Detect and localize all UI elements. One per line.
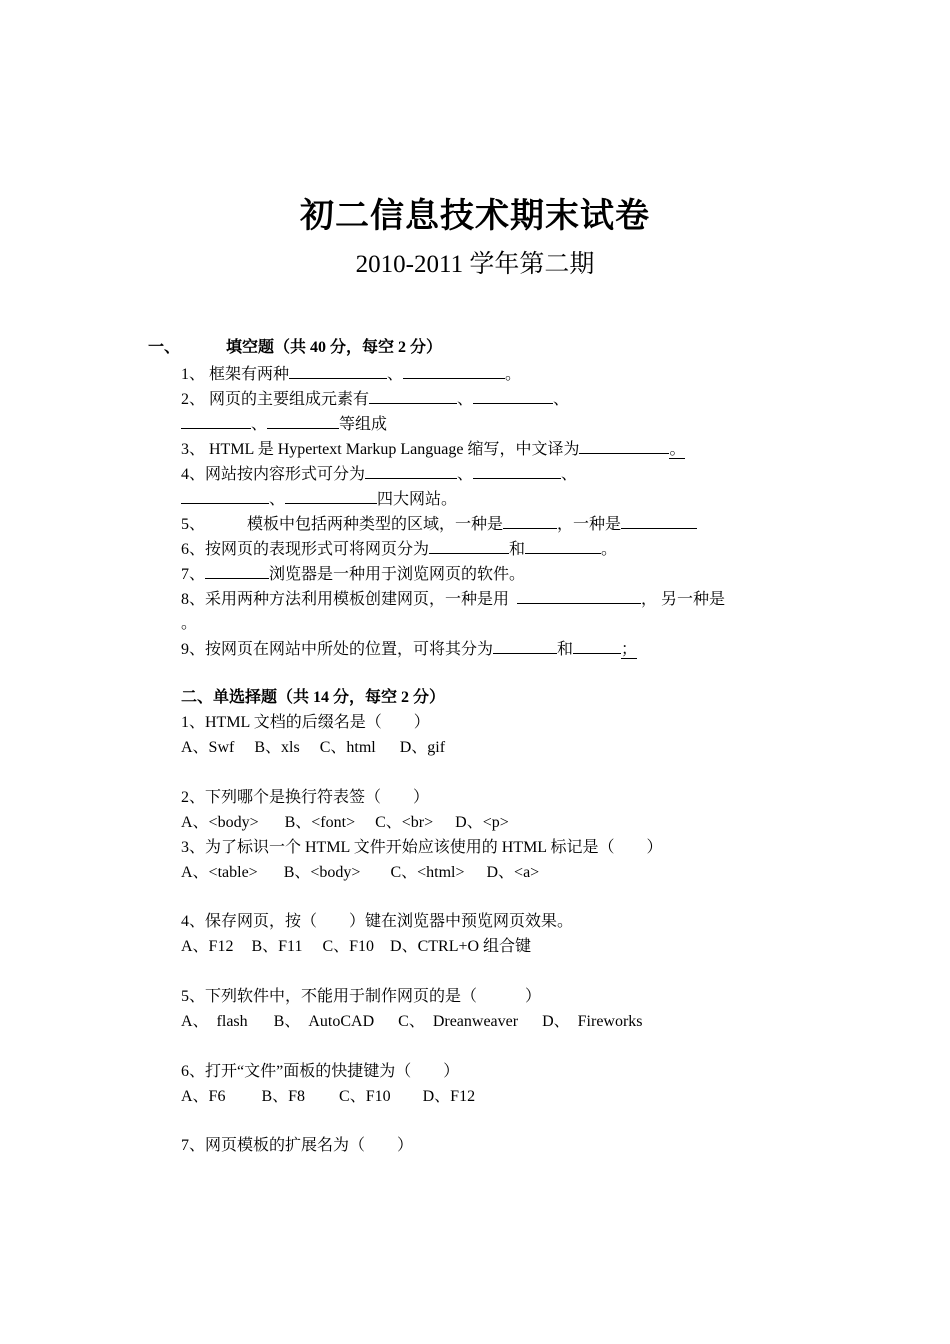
- option-b[interactable]: B、F8: [261, 1088, 306, 1105]
- answer-blank[interactable]: [181, 414, 251, 429]
- answer-blank[interactable]: [285, 489, 377, 504]
- option-a[interactable]: A、<table>: [181, 864, 258, 881]
- option-d[interactable]: D、CTRL+O 组合键: [390, 938, 532, 955]
- option-c[interactable]: C、<br>: [375, 814, 434, 831]
- page-title: 初二信息技术期末试卷: [300, 198, 650, 235]
- answer-blank[interactable]: [289, 364, 387, 379]
- page-subtitle: 2010-2011 学年第二期: [355, 251, 595, 278]
- option-c[interactable]: C、F10: [322, 938, 375, 955]
- option-b[interactable]: B、<body>: [283, 864, 361, 881]
- question-1-9: 9、按网页在网站中所处的位置，可将其分为 和 ；: [181, 641, 638, 658]
- option-c[interactable]: C、html: [319, 739, 376, 756]
- option-d[interactable]: D、<a>: [486, 864, 540, 881]
- question-1-2: 2、 网页的主要组成元素有 、 、: [181, 391, 570, 408]
- option-b[interactable]: B、xls: [254, 739, 300, 756]
- section2-heading: 二、单选择题（共 14 分，每空 2 分）: [181, 689, 446, 706]
- question-2-7: 7、网页模板的扩展名为（ ）: [181, 1137, 414, 1154]
- answer-blank[interactable]: [205, 564, 269, 579]
- answer-blank[interactable]: [473, 389, 553, 404]
- options-2-5: [181, 1012, 643, 1032]
- option-c[interactable]: C、<html>: [390, 864, 465, 881]
- option-d[interactable]: D、F12: [422, 1088, 476, 1105]
- answer-blank[interactable]: [365, 464, 457, 479]
- question-1-4-cont: 、 四大网站。: [181, 489, 457, 510]
- question-2-4: 4、保存网页，按（ ）键在浏览器中预览网页效果。: [181, 913, 574, 930]
- section1-heading: 填空题（共 40 分，每空 2 分）: [226, 339, 443, 356]
- option-d[interactable]: D、<p>: [455, 814, 509, 831]
- question-1-3: 3、 HTML 是 Hypertext Markup Language 缩写，中文译为 。: [181, 441, 686, 458]
- answer-blank[interactable]: [525, 539, 601, 554]
- options-2-2: [181, 813, 509, 833]
- answer-blank[interactable]: [503, 514, 557, 529]
- question-2-6: 6、打开“文件”面板的快捷键为（ ）: [181, 1063, 460, 1080]
- question-2-2: 2、下列哪个是换行符表签（ ）: [181, 789, 430, 806]
- answer-blank[interactable]: [473, 464, 561, 479]
- option-a[interactable]: A、 flash: [181, 1013, 248, 1030]
- option-b[interactable]: B、F11: [251, 938, 303, 955]
- question-1-6: 6、按网页的表现形式可将网页分为 和 。: [181, 541, 618, 558]
- question-1-8-cont: 。: [181, 615, 198, 632]
- option-b[interactable]: B、<font>: [284, 814, 356, 831]
- answer-blank[interactable]: [621, 514, 697, 529]
- option-a[interactable]: A、F6: [181, 1088, 226, 1105]
- answer-blank[interactable]: [517, 589, 641, 604]
- option-c[interactable]: C、 Dreanweaver: [398, 1013, 519, 1030]
- section1-number: 一、: [148, 339, 181, 356]
- option-c[interactable]: C、F10: [339, 1088, 391, 1105]
- option-a[interactable]: A、Swf: [181, 739, 235, 756]
- answer-blank[interactable]: [493, 639, 557, 654]
- answer-blank[interactable]: [429, 539, 509, 554]
- option-b[interactable]: B、 AutoCAD: [273, 1013, 375, 1030]
- question-1-2-cont: 、 等组成: [181, 414, 387, 435]
- options-2-6: [181, 1087, 475, 1107]
- question-1-4: 4、网站按内容形式可分为 、 、: [181, 466, 578, 483]
- question-2-1: 1、HTML 文档的后缀名是（ ）: [181, 714, 430, 731]
- option-d[interactable]: D、gif: [399, 739, 446, 756]
- answer-blank[interactable]: [403, 364, 505, 379]
- question-1-8: 8、采用两种方法利用模板创建网页，一种是用 ， 另一种是: [181, 591, 726, 608]
- option-d[interactable]: D、 Fireworks: [542, 1013, 643, 1030]
- option-a[interactable]: A、F12: [181, 938, 234, 955]
- options-2-1: [181, 738, 445, 758]
- answer-blank[interactable]: [369, 389, 457, 404]
- options-2-4: [181, 937, 531, 957]
- answer-blank[interactable]: [181, 489, 269, 504]
- answer-blank[interactable]: [579, 439, 669, 454]
- section1-heading-row: [148, 338, 442, 358]
- answer-blank[interactable]: [573, 639, 621, 654]
- question-1-5: 5、 模板中包括两种类型的区域，一种是 ，一种是: [181, 514, 697, 535]
- question-1-1: 1、 框架有两种 、 。: [181, 366, 522, 383]
- option-a[interactable]: A、<body>: [181, 814, 259, 831]
- answer-blank[interactable]: [267, 414, 339, 429]
- question-1-7: 7、 浏览器是一种用于浏览网页的软件。: [181, 566, 526, 583]
- question-2-5: 5、下列软件中，不能用于制作网页的是（ ）: [181, 988, 542, 1005]
- options-2-3: [181, 863, 539, 883]
- question-2-3: 3、为了标识一个 HTML 文件开始应该使用的 HTML 标记是（ ）: [181, 839, 663, 856]
